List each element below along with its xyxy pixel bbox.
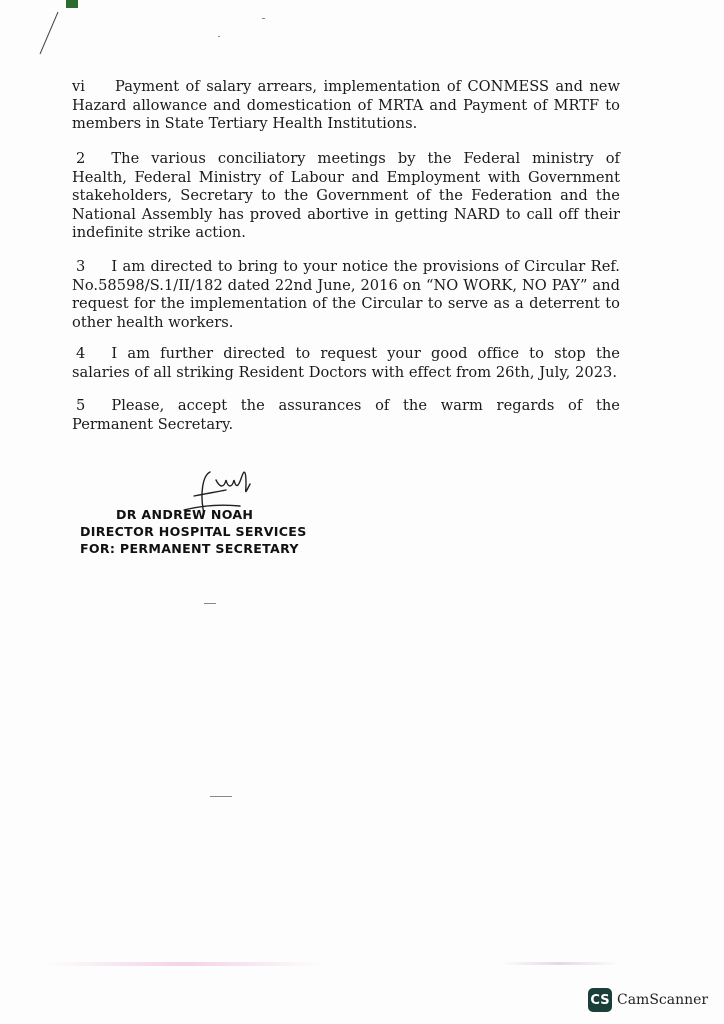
scan-speck — [210, 796, 232, 797]
pen-stroke-mark — [36, 10, 66, 58]
paragraph-number: 2 — [76, 150, 86, 167]
signatory-for-line: FOR: PERMANENT SECRETARY — [80, 541, 299, 556]
camscanner-logo-icon: CS — [588, 988, 612, 1012]
scan-speck — [204, 603, 216, 604]
camscanner-watermark — [588, 988, 708, 1012]
paragraph-2 — [72, 150, 620, 243]
paragraph-text: I am directed to bring to your notice the provisions of Circular Ref. No.58598/S.1/II/182 dated 22nd June, 2016 on “NO WORK, NO PAY” and request for the implementation of the Circular to serve as a deterrent to other health workers. — [72, 258, 620, 331]
paragraph-text: Please, accept the assurances of the warm regards of the Permanent Secretary. — [72, 397, 620, 433]
paragraph-number: vi — [72, 78, 86, 95]
signatory-title: DIRECTOR HOSPITAL SERVICES — [80, 524, 307, 539]
scan-edge-mark — [66, 0, 78, 8]
scan-smudge — [44, 962, 324, 966]
signatory-name: DR ANDREW NOAH — [116, 507, 254, 522]
paragraph-vi — [72, 78, 620, 134]
paragraph-text: The various conciliatory meetings by the Federal ministry of Health, Federal Ministry of Labour and Employment with Government stakeholders, Secretary to the Government of the Federation and the National Assembly has proved abortive in getting NARD to call off their indefinite strike action. — [72, 150, 620, 242]
camscanner-label: CamScanner — [617, 992, 709, 1008]
scan-speck — [218, 36, 220, 37]
scan-smudge — [500, 962, 620, 965]
paragraph-number: 5 — [76, 397, 86, 414]
paragraph-4 — [72, 345, 620, 382]
paragraph-text: I am further directed to request your good office to stop the salaries of all striking Resident Doctors with effect from 26th, July, 2023. — [72, 345, 620, 381]
paragraph-3 — [72, 258, 620, 332]
scan-speck — [262, 18, 265, 19]
signature-block — [80, 466, 400, 566]
paragraph-number: 3 — [76, 258, 86, 275]
paragraph-text: Payment of salary arrears, implementation of CONMESS and new Hazard allowance and domestication of MRTA and Payment of MRTF to members in State Tertiary Health Institutions. — [72, 78, 620, 133]
paragraph-number: 4 — [76, 345, 86, 362]
paragraph-5 — [72, 397, 620, 434]
